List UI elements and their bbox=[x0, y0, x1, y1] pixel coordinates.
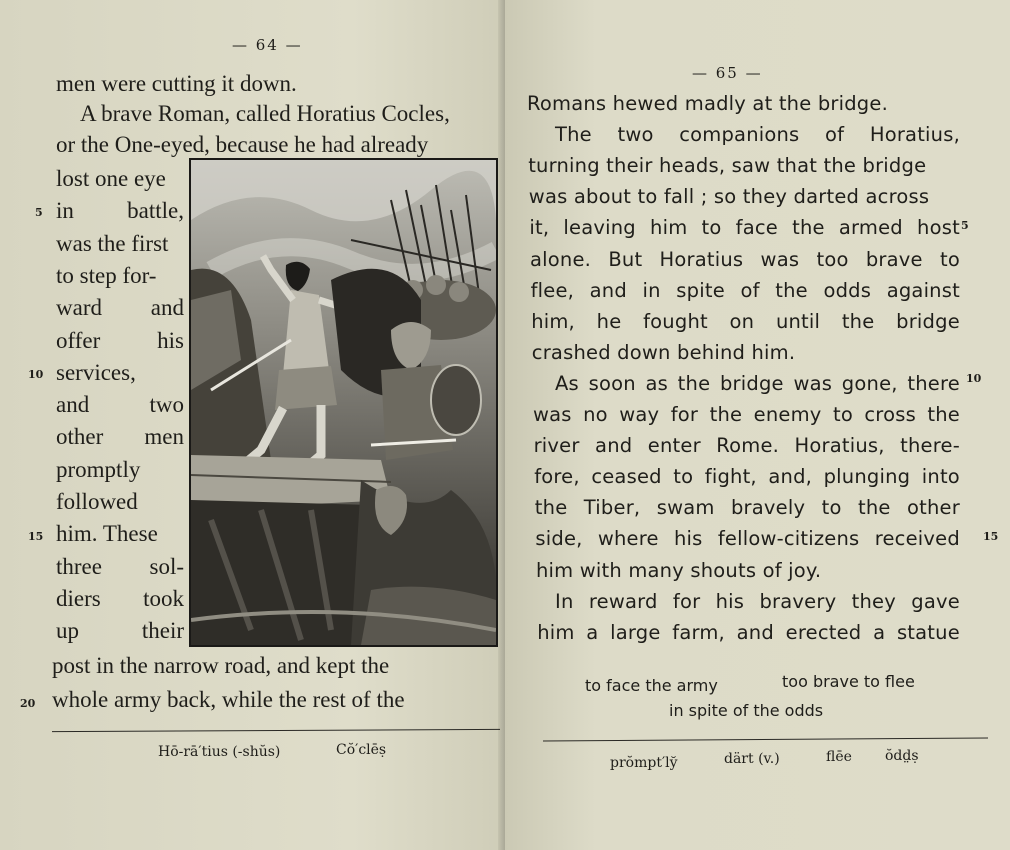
word: large bbox=[610, 620, 661, 644]
word: took bbox=[143, 585, 184, 611]
word: gave bbox=[911, 589, 960, 613]
word: as bbox=[645, 371, 668, 395]
word: battle, bbox=[127, 198, 184, 224]
text-line bbox=[533, 401, 960, 429]
word: to bbox=[673, 465, 694, 489]
text-line: A brave Roman, called Horatius Cocles, bbox=[80, 101, 450, 126]
battle-illustration-image bbox=[191, 160, 496, 645]
word: lost one eye bbox=[56, 166, 166, 191]
word: ward bbox=[56, 295, 102, 321]
word: him, bbox=[531, 309, 575, 333]
word: In bbox=[555, 589, 574, 613]
word: fought bbox=[643, 309, 708, 333]
word: in bbox=[642, 278, 661, 302]
word: side, bbox=[535, 527, 583, 551]
word: was about to fall ; so they darted across bbox=[528, 185, 930, 209]
word: ceased bbox=[591, 465, 662, 489]
word: cross bbox=[864, 403, 916, 426]
word: and bbox=[56, 392, 90, 418]
word: face bbox=[735, 216, 778, 240]
text-line bbox=[532, 339, 795, 367]
page-number: — 64 — bbox=[232, 36, 303, 54]
word: to bbox=[832, 403, 853, 426]
right-page bbox=[505, 0, 1010, 850]
word: it, bbox=[529, 216, 550, 240]
word: too bbox=[816, 247, 849, 271]
word: But bbox=[608, 247, 643, 271]
word: Rome. bbox=[716, 434, 780, 458]
word: Tiber, bbox=[583, 496, 641, 520]
word: there- bbox=[900, 434, 960, 458]
text-line bbox=[56, 294, 184, 322]
word: into bbox=[921, 465, 960, 489]
text-line bbox=[535, 525, 960, 553]
text-line bbox=[528, 152, 926, 180]
word: reward bbox=[588, 589, 658, 613]
text-line bbox=[56, 391, 184, 419]
text-line bbox=[529, 214, 960, 242]
word: against bbox=[886, 278, 960, 302]
text-line bbox=[56, 520, 158, 548]
word: to bbox=[701, 216, 722, 240]
text-line bbox=[56, 456, 140, 484]
vocab-word: flēe bbox=[826, 749, 852, 765]
word: up bbox=[56, 618, 79, 644]
word: bridge bbox=[896, 309, 960, 333]
phrase: in spite of the odds bbox=[669, 701, 824, 720]
word: The bbox=[555, 123, 592, 147]
text-line bbox=[555, 121, 960, 149]
word: other bbox=[56, 424, 104, 450]
word: offer bbox=[56, 327, 101, 353]
word: to bbox=[821, 496, 842, 520]
word: spite bbox=[676, 278, 725, 302]
word: Romans hewed madly at the bridge. bbox=[527, 92, 888, 115]
text-line bbox=[536, 557, 821, 585]
text-line bbox=[527, 90, 888, 118]
word: followed bbox=[56, 489, 138, 514]
word: him bbox=[650, 216, 688, 240]
word: gone, bbox=[841, 371, 898, 395]
text-line bbox=[530, 246, 960, 274]
word: and bbox=[589, 278, 627, 302]
word: the bbox=[841, 309, 875, 333]
word: was bbox=[760, 247, 800, 271]
word: odds bbox=[823, 278, 872, 302]
word: sol- bbox=[149, 553, 184, 579]
text-line bbox=[56, 359, 136, 387]
text-line: whole army back, while the rest of the bbox=[52, 687, 405, 712]
vocab-word: Hō-rā′tius (-shŭs) bbox=[158, 744, 281, 760]
word: was bbox=[533, 403, 572, 426]
word: brave bbox=[865, 247, 923, 271]
text-line bbox=[531, 277, 960, 305]
word: way bbox=[619, 403, 660, 426]
word: enter bbox=[647, 434, 701, 458]
text-line bbox=[56, 423, 184, 451]
text-line bbox=[56, 262, 156, 290]
word: Horatius, bbox=[869, 123, 960, 147]
vocab-word: Cŏ′clēṣ bbox=[336, 742, 387, 758]
text-line bbox=[534, 432, 960, 460]
word: fight, bbox=[704, 465, 757, 489]
text-line bbox=[56, 197, 184, 225]
word: the bbox=[677, 371, 711, 395]
text-line bbox=[56, 165, 166, 193]
phrase: to face the army bbox=[585, 676, 718, 695]
word: and, bbox=[768, 465, 813, 489]
word: other bbox=[906, 496, 960, 520]
word: for bbox=[672, 589, 701, 613]
word: swam bbox=[656, 496, 715, 520]
word: turning their heads, saw that the bridge bbox=[528, 154, 927, 178]
text-line bbox=[56, 553, 184, 581]
word: his bbox=[157, 327, 184, 353]
word: to step for- bbox=[56, 262, 157, 288]
illustration bbox=[189, 158, 498, 647]
word: plunging bbox=[823, 465, 911, 489]
line-number: 5 bbox=[961, 219, 969, 232]
word: the bbox=[775, 278, 808, 302]
line-number: 10 bbox=[966, 372, 982, 385]
word: host bbox=[917, 216, 960, 240]
word: bravely bbox=[730, 496, 806, 520]
word: promptly bbox=[56, 456, 141, 482]
word: Horatius, bbox=[794, 434, 885, 458]
word: flee, bbox=[530, 278, 575, 302]
phrase: too brave to flee bbox=[782, 672, 915, 691]
word: the bbox=[857, 496, 891, 520]
text-line bbox=[56, 617, 184, 645]
word: for bbox=[670, 403, 699, 426]
footnote-rule bbox=[543, 737, 988, 741]
word: no bbox=[583, 403, 608, 426]
word: and bbox=[595, 434, 633, 458]
line-number: 5 bbox=[35, 206, 43, 219]
word: Horatius bbox=[659, 247, 744, 271]
text-line bbox=[534, 463, 960, 491]
line-number: 15 bbox=[983, 530, 999, 543]
word: a bbox=[873, 620, 886, 644]
word: was the first bbox=[56, 230, 169, 256]
word: he bbox=[596, 309, 622, 333]
word: alone. bbox=[530, 247, 592, 271]
word: their bbox=[141, 618, 184, 644]
word: and bbox=[736, 620, 774, 644]
word: of bbox=[740, 278, 760, 302]
word: companions bbox=[679, 123, 800, 147]
text-line bbox=[535, 494, 960, 522]
word: the bbox=[927, 403, 960, 426]
word: the bbox=[534, 496, 568, 520]
word: soon bbox=[588, 371, 636, 395]
line-number: 20 bbox=[20, 697, 36, 710]
text-line bbox=[56, 230, 168, 258]
word: to bbox=[939, 247, 960, 271]
word: crashed down behind him. bbox=[531, 340, 796, 364]
word: three bbox=[56, 553, 102, 579]
vocab-word: ŏdd̤ṣ bbox=[885, 748, 919, 764]
text-line: or the One-eyed, because he had already bbox=[56, 132, 429, 157]
word: As bbox=[555, 371, 579, 395]
word: the bbox=[709, 403, 743, 426]
word: received bbox=[874, 527, 960, 551]
word: men bbox=[144, 424, 184, 450]
page-number: — 65 — bbox=[692, 64, 763, 82]
word: bridge bbox=[719, 371, 784, 395]
word: there bbox=[907, 371, 960, 395]
word: until bbox=[775, 309, 821, 333]
footnote-rule bbox=[52, 729, 500, 732]
word: in bbox=[56, 198, 74, 224]
text-line: post in the narrow road, and kept the bbox=[52, 653, 390, 678]
word: erected bbox=[785, 620, 862, 644]
word: fellow-citizens bbox=[717, 527, 860, 551]
text-line: men were cutting it down. bbox=[56, 71, 297, 96]
word: the bbox=[792, 216, 825, 240]
word: they bbox=[851, 589, 896, 613]
text-line bbox=[529, 183, 929, 211]
word: his bbox=[674, 527, 703, 551]
text-line bbox=[555, 588, 960, 616]
word: two bbox=[617, 123, 654, 147]
word: two bbox=[149, 392, 184, 418]
text-line bbox=[56, 327, 184, 355]
text-line bbox=[56, 585, 184, 613]
word: him. These bbox=[56, 521, 158, 547]
word: enemy bbox=[753, 403, 822, 426]
word: river bbox=[533, 434, 580, 458]
word: him with many shouts of joy. bbox=[536, 558, 822, 582]
line-number: 15 bbox=[28, 530, 44, 543]
text-line bbox=[537, 619, 960, 647]
line-number: 10 bbox=[28, 368, 44, 381]
word: on bbox=[729, 309, 755, 333]
text-line bbox=[555, 370, 960, 398]
word: bravery bbox=[759, 589, 837, 613]
word: where bbox=[597, 527, 659, 551]
word: was bbox=[793, 371, 833, 395]
word: statue bbox=[896, 620, 960, 644]
word: of bbox=[825, 123, 845, 147]
vocab-word: därt (v.) bbox=[724, 751, 780, 767]
word: him bbox=[537, 620, 575, 644]
word: services, bbox=[56, 359, 136, 385]
text-line bbox=[531, 308, 960, 336]
word: armed bbox=[838, 216, 903, 240]
text-line bbox=[56, 488, 138, 516]
word: fore, bbox=[534, 465, 580, 489]
word: diers bbox=[56, 585, 101, 611]
vocab-word: prŏmpt′ly̆ bbox=[610, 755, 678, 771]
word: his bbox=[715, 589, 745, 613]
word: a bbox=[586, 620, 599, 644]
word: and bbox=[150, 295, 184, 321]
word: leaving bbox=[563, 216, 636, 240]
word: farm, bbox=[672, 620, 725, 644]
